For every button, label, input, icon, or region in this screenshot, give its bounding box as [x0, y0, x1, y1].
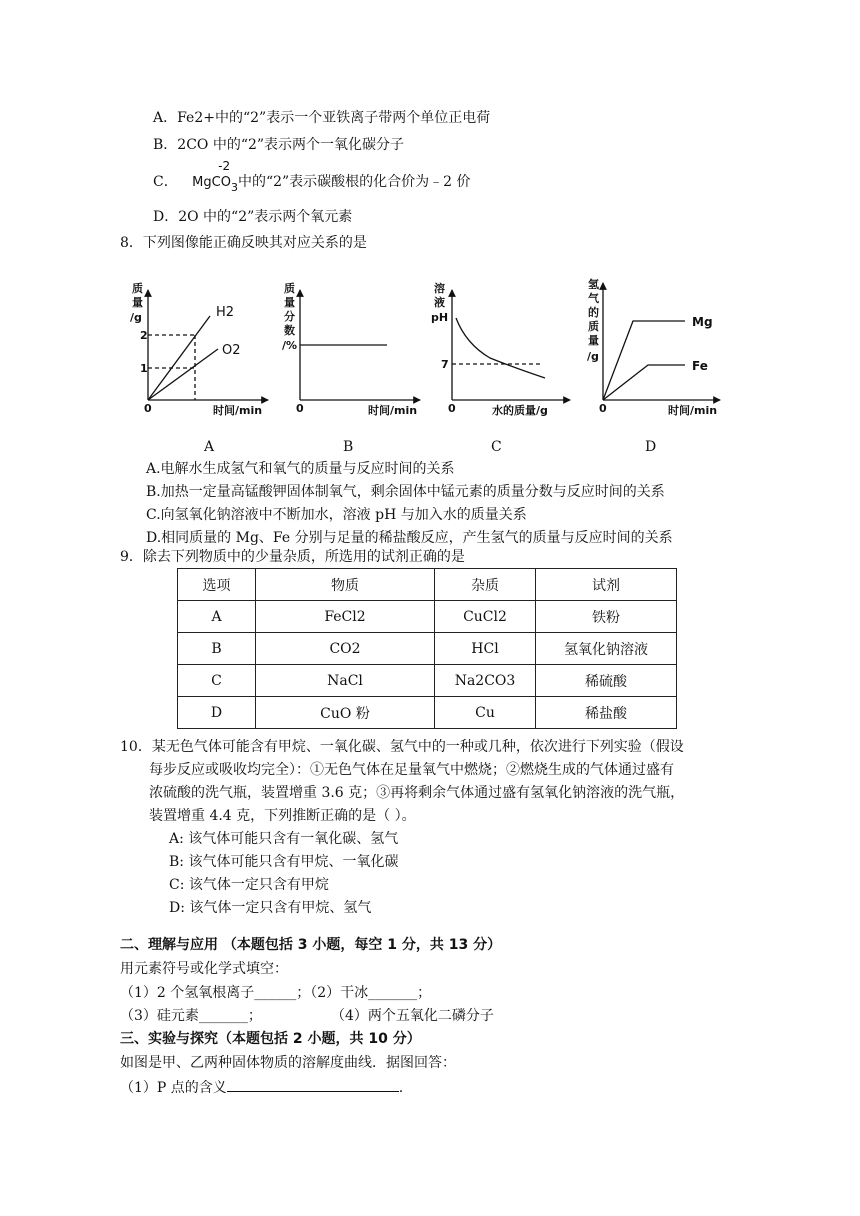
q7-option-c-prefix: C．	[153, 174, 178, 190]
graph-a-ylabel-3: /g	[130, 311, 142, 324]
graph-d-ylabel-3: 的	[588, 306, 599, 319]
q10-stem-line-3: 浓硫酸的洗气瓶，装置增重 3.6 克；③再将剩余气体通过盛有氢氧化钠溶液的洗气瓶，	[149, 785, 685, 801]
graph-a-tick-2: 2	[140, 329, 148, 342]
section-2-line-2a: （3）硅元素_______；	[120, 1008, 262, 1024]
section-2-line-1: （1）2 个氢氧根离子______；（2）干冰_______；	[120, 985, 432, 1001]
graph-d-caption: D	[645, 439, 657, 455]
q9-stem: 9．除去下列物质中的少量杂质，所选用的试剂正确的是	[120, 549, 465, 565]
graph-b-ylabel-1: 质	[284, 282, 295, 295]
graph-c-curve	[456, 318, 545, 378]
q7-option-b: B．2CO 中的“2”表示两个一氧化碳分子	[153, 137, 405, 153]
q8-option-a: A.电解水生成氢气和氧气的质量与反应时间的关系	[146, 461, 455, 477]
question-1-end: .	[398, 1080, 404, 1096]
q8-graphs	[0, 0, 860, 460]
table-cell: Cu	[435, 697, 536, 729]
graph-a-ylabel-2: 量	[132, 296, 143, 309]
q10-option-a: A: 该气体可能只含有一氧化碳、氢气	[169, 831, 399, 847]
table-cell: 稀盐酸	[536, 697, 677, 729]
graph-a-tick-1: 1	[140, 362, 148, 375]
q10-option-b: B: 该气体可能只含有甲烷、一氧化碳	[169, 854, 399, 870]
table-cell: CuO 粉	[256, 697, 435, 729]
table-cell: C	[178, 665, 256, 697]
graph-c-xlabel: 水的质量/g	[492, 404, 548, 417]
graph-d-ylabel-1: 氢	[588, 278, 599, 291]
graph-a-caption: A	[204, 439, 215, 455]
graph-d-ylabel-6: /g	[587, 350, 599, 363]
graph-b-ylabel-4: 数	[284, 324, 295, 337]
table-cell: B	[178, 633, 256, 665]
section-3-title: 三、实验与探究（本题包括 2 小题，共 10 分）	[120, 1031, 421, 1047]
q10-stem-line-2: 每步反应或吸收均完全）：①无色气体在足量氧气中燃烧；②燃烧生成的气体通过盛有	[149, 762, 674, 778]
q8-option-d: D.相同质量的 Mg、Fe 分别与足量的稀盐酸反应，产生氢气的质量与反应时间的关系	[146, 530, 673, 546]
graph-d-ylabel-2: 气	[588, 292, 599, 305]
table-cell: CO2	[256, 633, 435, 665]
graph-a-o2-line	[148, 349, 218, 400]
graph-c-tick-7: 7	[441, 358, 449, 371]
table-cell: CuCl2	[435, 601, 536, 633]
q10-stem-line-4: 装置增重 4.4 克，下列推断正确的是（ ）。	[149, 808, 416, 824]
graph-d-origin: 0	[599, 402, 607, 415]
graph-a-series-h2: H2	[216, 305, 235, 320]
table-row	[178, 601, 677, 633]
q8-stem: 8．下列图像能正确反映其对应关系的是	[120, 235, 367, 251]
graph-b-ylabel-2: 量	[284, 296, 295, 309]
q10-option-d: D: 该气体一定只含有甲烷、氢气	[169, 900, 372, 916]
q8-option-b: B.加热一定量高锰酸钾固体制氧气，剩余固体中锰元素的质量分数与反应时间的关系	[146, 484, 665, 500]
table-row	[178, 665, 677, 697]
formula-text: MgCO	[192, 175, 231, 190]
table-cell: NaCl	[256, 665, 435, 697]
graph-d-ylabel-4: 质	[588, 320, 599, 333]
table-cell: HCl	[435, 633, 536, 665]
table-cell: D	[178, 697, 256, 729]
table-cell: Na2CO3	[435, 665, 536, 697]
graph-c-ylabel-1: 溶	[434, 282, 445, 295]
graph-c-caption: C	[491, 439, 502, 455]
header-cell: 选项	[178, 569, 256, 601]
table-cell: 稀硫酸	[536, 665, 677, 697]
question-1-text: （1）P 点的含义	[120, 1080, 227, 1096]
formula-subscript: 3	[230, 181, 238, 194]
table-row	[178, 697, 677, 729]
q7-option-d: D．2O 中的“2”表示两个氧元素	[153, 209, 353, 225]
q8-option-c: C.向氢氧化钠溶液中不断加水，溶液 pH 与加入水的质量关系	[146, 507, 527, 523]
q10-option-c: C: 该气体一定只含有甲烷	[169, 877, 329, 893]
graph-b-ylabel-5: /%	[282, 339, 298, 352]
graph-d-series-mg: Mg	[692, 315, 713, 329]
graph-a-h2-line	[148, 316, 210, 400]
graph-a-series-o2: O2	[222, 343, 241, 358]
q10-stem-line-1: 10．某无色气体可能含有甲烷、一氧化碳、氢气中的一种或几种，依次进行下列实验（假设	[120, 739, 684, 755]
graph-b-xlabel: 时间/min	[368, 404, 418, 417]
graph-d-fe-line	[603, 365, 685, 400]
valence-label: -2	[218, 159, 231, 173]
graph-d-series-fe: Fe	[692, 359, 708, 373]
graph-b-origin: 0	[296, 402, 304, 415]
header-cell: 试剂	[536, 569, 677, 601]
header-cell: 杂质	[435, 569, 536, 601]
table-cell: 氢氧化钠溶液	[536, 633, 677, 665]
section-3-question-1	[120, 1077, 403, 1098]
graph-c-origin: 0	[448, 402, 456, 415]
table-row	[178, 633, 677, 665]
graph-d-xlabel: 时间/min	[668, 404, 718, 417]
header-cell: 物质	[256, 569, 435, 601]
graph-d-ylabel-5: 量	[588, 334, 599, 347]
section-2-intro: 用元素符号或化学式填空：	[120, 961, 288, 977]
q9-table	[177, 568, 677, 729]
graph-a-xlabel: 时间/min	[213, 404, 263, 417]
section-2-line-2b: （4）两个五氧化二磷分子	[331, 1008, 494, 1024]
section-3-intro: 如图是甲、乙两种固体物质的溶解度曲线．据图回答：	[120, 1055, 456, 1071]
q7-option-a: A．Fe2+中的“2”表示一个亚铁离子带两个单位正电荷	[153, 110, 491, 126]
graph-d-mg-line	[603, 321, 685, 400]
answer-blank	[227, 1077, 399, 1092]
graph-b-caption: B	[343, 439, 354, 455]
graph-a-origin: 0	[144, 402, 152, 415]
graph-c-ylabel-3: pH	[431, 311, 449, 324]
graph-a-ylabel-1: 质	[132, 282, 143, 295]
table-cell: 铁粉	[536, 601, 677, 633]
q7-option-c-suffix: 中的“2”表示碳酸根的化合价为﹣2 价	[237, 174, 471, 190]
graph-c-ylabel-2: 液	[434, 296, 445, 309]
section-2-title: 二、理解与应用 （本题包括 3 小题，每空 1 分，共 13 分）	[120, 937, 502, 953]
table-header-row	[178, 569, 677, 601]
table-cell: FeCl2	[256, 601, 435, 633]
table-cell: A	[178, 601, 256, 633]
graph-b-ylabel-3: 分	[284, 310, 295, 323]
